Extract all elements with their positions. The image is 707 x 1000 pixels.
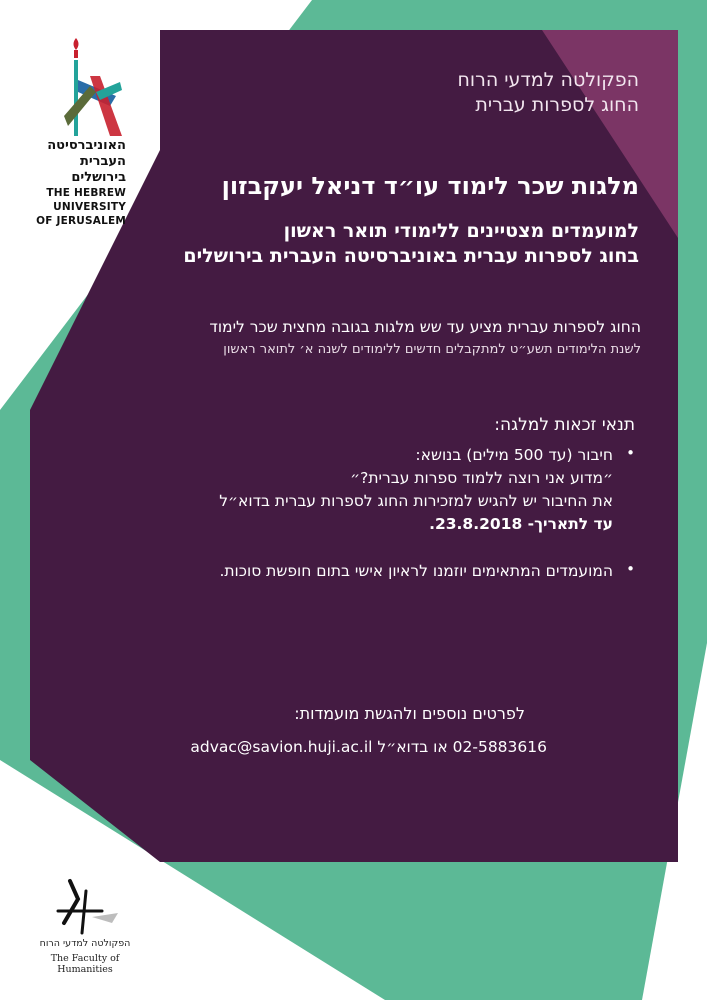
intro-line-1: החוג לספרות עברית מציע עד שש מלגות בגובה מחצית שכר לימוד (209, 318, 641, 336)
essay-deadline: עד לתאריך- 23.8.2018. (429, 515, 613, 533)
interview-text: המועמדים המתאימים יוזמנו לראיון אישי בתום חופשת סוכות. (219, 562, 613, 580)
essay-submission: את החיבור יש להגיש למזכירות החוג לספרות עברית בדוא״ל (219, 492, 613, 510)
criteria-list (115, 444, 635, 583)
essay-topic-line: חיבור (עד 500 מילים) בנושא: (415, 446, 613, 464)
contact-details[interactable]: 02-5883616 או בדוא״ל advac@savion.huji.ac.il (190, 738, 547, 756)
faculty-name-he: הפקולטה למדעי הרוח (39, 938, 131, 949)
page-title: מלגות שכר לימוד עו״ד דניאל יעקבזון (221, 172, 639, 200)
hebrew-university-logo-icon (60, 36, 126, 140)
university-name-he-2: העברית (79, 154, 126, 169)
program-name: החוג לספרות עברית (475, 94, 639, 116)
university-name-he-3: בירושלים (71, 170, 126, 185)
faculty-name-en: The Faculty of Humanities (50, 953, 120, 975)
university-name-en-2: UNIVERSITY (53, 201, 126, 213)
subtitle-line-2: בחוג לספרות עברית באוניברסיטה העברית בירושלים (183, 245, 639, 267)
university-name-en-1: THE HEBREW (46, 187, 126, 199)
bullet-icon: • (626, 444, 635, 462)
contact-title: לפרטים נוספים ולהגשת מועמדות: (294, 704, 525, 723)
subtitle-line-1: למועמדים מצטיינים ללימודי תואר ראשון (283, 220, 639, 242)
faculty-of-humanities-logo-icon (52, 877, 122, 935)
bullet-icon: • (626, 560, 635, 578)
criteria-item-essay (115, 444, 635, 536)
criteria-item-interview (115, 560, 635, 583)
faculty-name: הפקולטה למדעי הרוח (457, 69, 639, 91)
essay-question: ״מדוע אני רוצה ללמוד ספרות עברית?״ (350, 469, 613, 487)
university-name-en-3: OF JERUSALEM (36, 215, 126, 227)
intro-line-2: לשנת הלימודים תשע״ט למתקבלים חדשים ללימודים לשנה א׳ לתואר ראשון (223, 342, 641, 357)
criteria-title: תנאי זכאות למלגה: (494, 415, 635, 435)
university-name-he-1: האוניברסיטה (47, 138, 126, 153)
